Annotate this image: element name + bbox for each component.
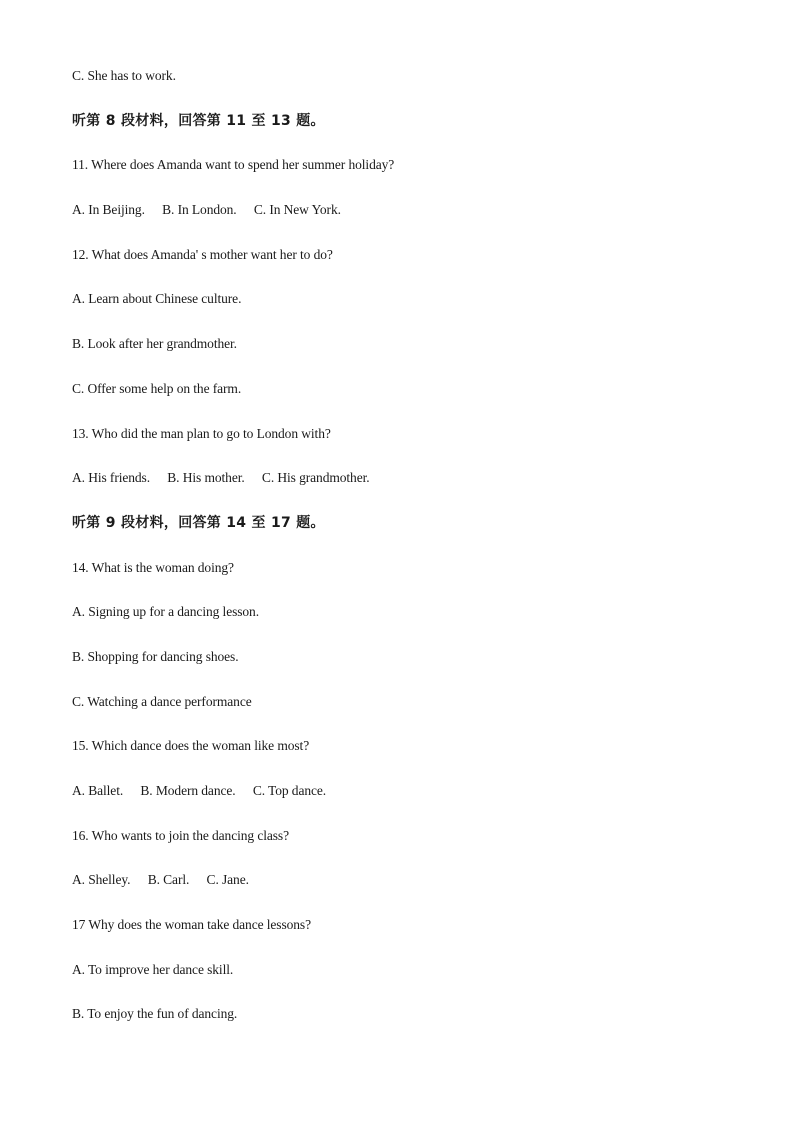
answer-option: A. Signing up for a dancing lesson.: [72, 604, 259, 620]
options-row: [72, 469, 752, 487]
answer-option: B. His mother.: [167, 470, 245, 486]
question-11: 11. Where does Amanda want to spend her summer holiday?: [72, 157, 395, 173]
options-row: [72, 871, 752, 889]
question-13: 13. Who did the man plan to go to London with?: [72, 425, 331, 441]
question-15: 15. Which dance does the woman like most?: [72, 738, 310, 754]
answer-option: B. Look after her grandmother.: [72, 336, 237, 352]
options-row: [72, 782, 752, 800]
answer-option: B. In London.: [162, 202, 237, 218]
question-14: 14. What is the woman doing?: [72, 559, 234, 575]
answer-option: C. In New York.: [253, 202, 341, 218]
question-12: 12. What does Amanda' s mother want her to do?: [72, 246, 333, 262]
answer-option: B. Modern dance.: [140, 783, 236, 798]
answer-option: C. She has to work.: [72, 68, 176, 83]
answer-option: B. Carl.: [147, 872, 190, 888]
answer-option: C. Top dance.: [252, 783, 327, 798]
section-heading: 听第 8 段材料，回答第 11 至 13 题。: [72, 112, 325, 129]
question-17: 17 Why does the woman take dance lessons?: [72, 917, 311, 933]
answer-option: A. Learn about Chinese culture.: [72, 291, 242, 307]
answer-option: A. His friends.: [72, 470, 150, 486]
answer-option: B. To enjoy the fun of dancing.: [72, 1006, 238, 1022]
answer-option: A. Ballet.: [72, 783, 124, 798]
answer-option: C. His grandmother.: [261, 470, 370, 486]
answer-option: C. Jane.: [206, 872, 249, 888]
document-page: [72, 67, 752, 1050]
options-row: [72, 201, 752, 219]
answer-option: C. Offer some help on the farm.: [72, 380, 242, 396]
answer-option: A. In Beijing.: [72, 202, 145, 218]
answer-option: A. To improve her dance skill.: [72, 961, 234, 977]
answer-option: B. Shopping for dancing shoes.: [72, 648, 239, 664]
section-heading: 听第 9 段材料，回答第 14 至 17 题。: [72, 514, 325, 531]
question-16: 16. Who wants to join the dancing class?: [72, 827, 289, 843]
answer-option: A. Shelley.: [72, 872, 131, 888]
answer-option: C. Watching a dance performance: [72, 693, 252, 709]
